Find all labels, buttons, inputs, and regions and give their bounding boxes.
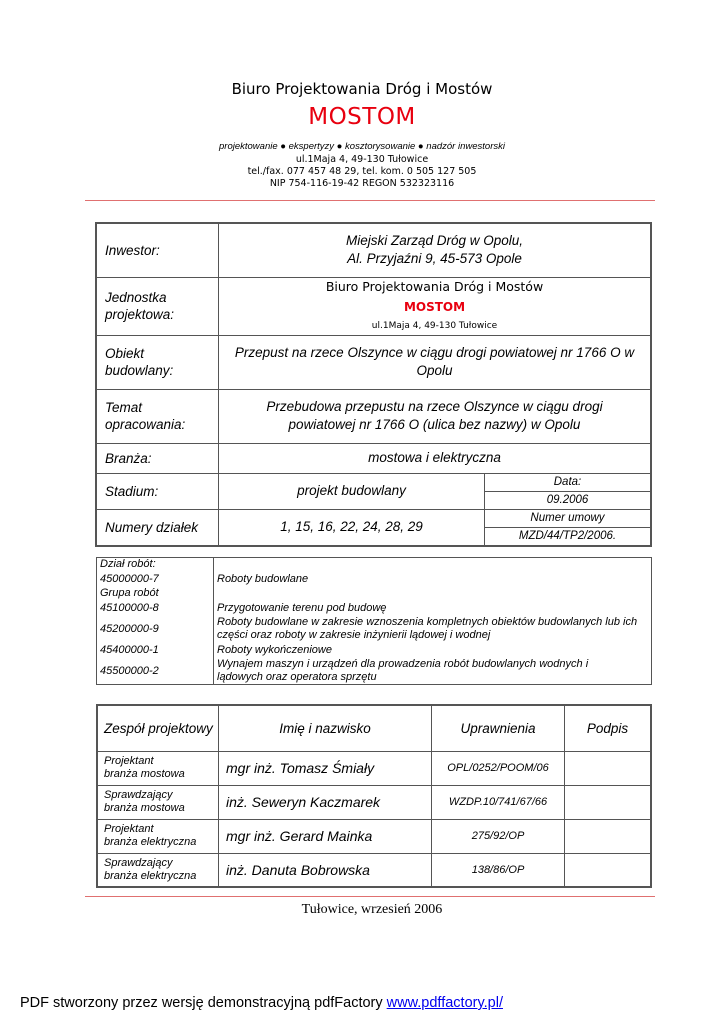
footer-divider [85,896,655,897]
contract-value: MZD/44/TP2/2006. [485,527,652,546]
cpv-desc: Wynajem maszyn i urządzeń dla prowadzenia robót budowlanych wodnych i lądowych oraz operatora sprzętu [217,658,589,683]
table-row [97,642,652,658]
cpv-code: 45400000-1 [97,642,214,658]
header-divider [85,200,655,201]
branch-row [96,443,651,473]
investor-line2: Al. Przyjaźni 9, 45-573 Opole [347,251,522,267]
team-role [97,785,219,819]
table-row [97,819,651,853]
topic-label-line2: opracowania: [105,417,186,432]
team-member-name: mgr inż. Tomasz Śmiały [219,751,432,785]
team-role [97,751,219,785]
cpv-empty-cell [214,587,652,600]
object-label-line2: budowlany: [105,363,174,378]
design-team-table [96,704,652,888]
cpv-division-label-row [97,558,652,572]
cpv-division-label: Dział robót: [97,558,214,572]
contract-label: Numer umowy [485,509,652,527]
unit-address: ul.1Maja 4, 49-130 Tułowice [371,320,498,331]
cpv-division-desc: Roboty budowlane [217,572,309,585]
cpv-table [96,557,652,685]
team-role-title: Sprawdzający [104,789,173,801]
table-row [97,751,651,785]
unit-value [219,277,652,335]
team-header-row [97,705,651,751]
team-member-name: mgr inż. Gerard Mainka [219,819,432,853]
signature-cell [565,751,652,785]
topic-row [96,389,651,443]
firm-name: Biuro Projektowania Dróg i Mostów [231,80,493,98]
cpv-code: 45200000-9 [97,616,214,642]
topic-value: Przebudowa przepustu na rzece Olszynce w ciągu drogi powiatowej nr 1766 O (ulica bez nazwy) w Opolu [219,389,652,443]
firm-phones: tel./fax. 077 457 48 29, tel. kom. 0 505 127 505 [247,166,477,177]
team-license: OPL/0252/POOM/06 [432,751,565,785]
cpv-desc: Roboty budowlane w zakresie wznoszenia kompletnych obiektów budowlanych lub ich części oraz roboty w zakresie inżynierii lądowej i wodnej [217,616,638,641]
cpv-division-code: 45000000-7 [97,571,214,587]
object-value: Przepust na rzece Olszynce w ciągu drogi powiatowej nr 1766 O w Opolu [219,335,652,389]
place-date: Tułowice, wrzesień 2006 [301,902,443,917]
signature-cell [565,853,652,887]
table-row [97,658,652,685]
unit-label-line2: projektowa: [105,307,175,322]
team-header-name: Imię i nazwisko [219,705,432,751]
topic-label-line1: Temat [105,400,143,415]
cpv-empty-cell [214,558,652,572]
team-member-name: inż. Danuta Bobrowska [219,853,432,887]
stage-value: projekt budowlany [219,473,485,509]
cpv-division-row [97,571,652,587]
unit-row [96,277,651,335]
project-info-table [95,222,652,547]
pdf-watermark-note [20,995,503,1011]
team-member-name: inż. Seweryn Kaczmarek [219,785,432,819]
cpv-group-label-row [97,587,652,600]
cpv-code: 45100000-8 [97,600,214,616]
unit-label [96,277,219,335]
table-row [97,600,652,616]
branch-label: Branża: [96,443,219,473]
unit-firm: Biuro Projektowania Dróg i Mostów [325,278,544,294]
object-label [96,335,219,389]
team-role-title: Projektant [104,823,154,835]
topic-label [96,389,219,443]
team-role-branch: branża elektryczna [104,836,197,848]
investor-row [96,223,651,277]
investor-value [219,223,652,277]
team-role-branch: branża mostowa [104,768,185,780]
stage-row [96,473,651,491]
team-header-signature: Podpis [565,705,652,751]
signature-cell [565,819,652,853]
object-label-line1: Obiekt [105,346,145,361]
table-row [97,853,651,887]
pdf-note-text: PDF stworzony przez wersję demonstracyjną pdfFactory [20,995,387,1011]
team-header-role: Zespół projektowy [97,705,219,751]
brand-name: MOSTOM [308,104,416,130]
table-row [97,616,652,642]
team-license: WZDP.10/741/67/66 [432,785,565,819]
investor-label: Inwestor: [96,223,219,277]
firm-ids: NIP 754-116-19-42 REGON 532323116 [269,178,455,189]
plots-label: Numery działek [96,509,219,546]
plots-row [96,509,651,527]
team-header-license: Uprawnienia [432,705,565,751]
team-role-branch: branża elektryczna [104,869,197,882]
team-license: 275/92/OP [432,819,565,853]
services-line: projektowanie ● ekspertyzy ● kosztorysowanie ● nadzór inwestorski [219,141,505,152]
table-row [97,785,651,819]
pdffactory-link[interactable]: www.pdffactory.pl/ [386,995,503,1011]
investor-line1: Miejski Zarząd Dróg w Opolu, [345,233,524,249]
team-role [97,853,219,887]
signature-cell [565,785,652,819]
team-role-title: Projektant [104,755,154,767]
cpv-desc: Przygotowanie terenu pod budowę [217,601,387,614]
date-label: Data: [485,473,652,491]
unit-brand: MOSTOM [403,299,466,314]
unit-label-line1: Jednostka [105,290,167,305]
team-role-branch: branża mostowa [104,802,185,814]
stage-label: Stadium: [96,473,219,509]
branch-value: mostowa i elektryczna [219,443,652,473]
object-row [96,335,651,389]
date-value: 09.2006 [485,491,652,509]
team-license: 138/86/OP [432,853,565,887]
firm-address: ul.1Maja 4, 49-130 Tułowice [295,154,429,165]
cpv-desc: Roboty wykończeniowe [217,643,332,656]
team-role [97,819,219,853]
team-role-title: Sprawdzający [104,856,173,869]
cpv-group-label: Grupa robót [97,587,214,600]
plots-value: 1, 15, 16, 22, 24, 28, 29 [219,509,485,546]
cpv-code: 45500000-2 [97,658,214,685]
